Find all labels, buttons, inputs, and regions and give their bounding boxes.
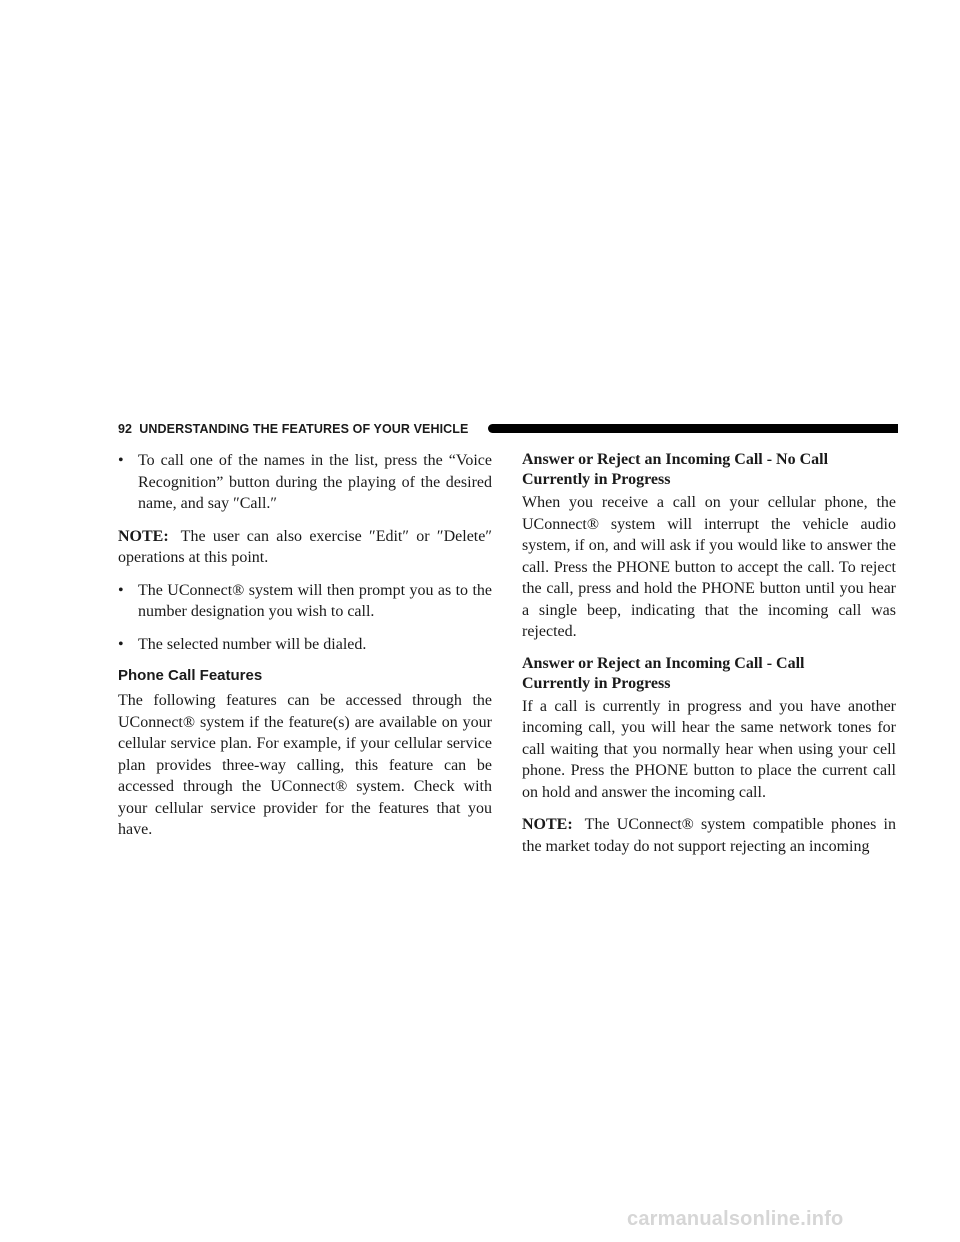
subsection-heading xyxy=(522,654,896,694)
section-heading: Phone Call Features xyxy=(118,667,263,684)
body-paragraph: If a call is currently in progress and you have another incoming call, you will hear the same network tones for call waiting that you normally hear when using your cell phone. Press the PHONE button to place the current call on hold and answer the incoming call. xyxy=(522,697,896,801)
page-header xyxy=(118,421,898,437)
bullet-mark: • xyxy=(118,581,124,599)
body-paragraph: The following features can be accessed through the UConnect® system if the feature(s) are available on your cellular service plan. For example, if your cellular service plan provides three-way calling, this feature can be accessed through the UConnect® system. Check with your cellular service provider for the features that you have. xyxy=(118,692,492,838)
body-paragraph: When you receive a call on your cellular phone, the UConnect® system will interrupt the vehicle audio system, if on, and will ask if you would like to answer the call. Press the PHONE button to accept the call. To reject the call, press and hold the PHONE button until you hear a single beep, indicating that the incoming call was rejected. xyxy=(522,494,896,640)
header-bar xyxy=(488,424,898,433)
left-column xyxy=(118,450,492,852)
note-label: NOTE: xyxy=(522,816,573,833)
subsection-heading xyxy=(522,450,896,490)
bullet-text: The UConnect® system will then prompt you as to the number designation you wish to call. xyxy=(138,581,492,620)
bullet-item xyxy=(118,580,492,623)
right-column xyxy=(522,450,896,868)
note-text: The user can also exercise ″Edit″ or ″Delete″ operations at this point. xyxy=(118,527,492,566)
header-text xyxy=(118,421,468,437)
subsection-heading-line: Currently in Progress xyxy=(522,471,671,488)
page-number: 92 xyxy=(118,422,133,436)
bullet-item xyxy=(118,634,492,656)
bullet-mark: • xyxy=(118,452,124,469)
note-paragraph xyxy=(118,526,492,569)
bullet-text: The selected number will be dialed. xyxy=(138,635,367,653)
bullet-mark: • xyxy=(118,635,124,653)
subsection-heading-line: Answer or Reject an Incoming Call - No Call xyxy=(522,451,829,468)
watermark-logo: carmanualsonline.info xyxy=(627,1208,844,1230)
bullet-text: To call one of the names in the list, press the “Voice Recognition” button during the playing of the desired name, and say ″Call.″ xyxy=(138,452,492,512)
bullet-item xyxy=(118,450,492,515)
subsection-heading-line: Answer or Reject an Incoming Call - Call xyxy=(522,654,805,672)
note-text: The UConnect® system compatible phones in the market today do not support rejecting an incoming xyxy=(522,816,896,855)
chapter-title: UNDERSTANDING THE FEATURES OF YOUR VEHICLE xyxy=(139,422,469,436)
note-label: NOTE: xyxy=(118,527,169,545)
subsection-heading-line: Currently in Progress xyxy=(522,674,671,692)
note-paragraph xyxy=(522,814,896,857)
